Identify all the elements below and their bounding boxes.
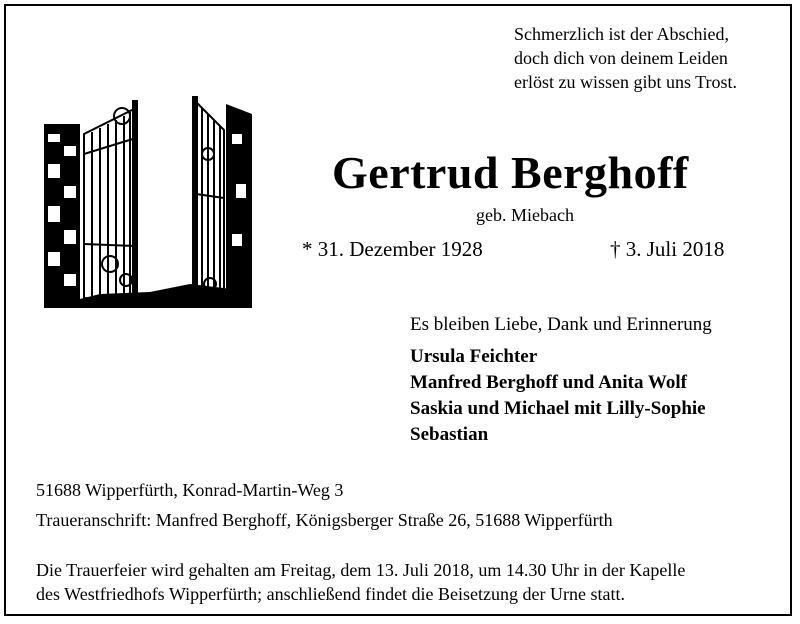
mourner-name: Manfred Berghoff und Anita Wolf	[410, 372, 687, 393]
mourner-name: Ursula Feichter	[410, 346, 538, 367]
death-date: † 3. Juli 2018	[610, 237, 725, 261]
family-address: 51688 Wipperfürth, Konrad-Martin-Weg 3	[36, 480, 344, 500]
mourners-list	[410, 344, 706, 448]
memorial-quote	[514, 22, 784, 94]
condolence-address: Traueranschrift: Manfred Berghoff, Königsberger Straße 26, 51688 Wipperfürth	[36, 510, 613, 530]
open-gate-icon	[40, 94, 252, 310]
maiden-name: geb. Miebach	[476, 205, 574, 225]
service-line: des Westfriedhofs Wipperfürth; anschließend findet die Beisetzung der Urne statt.	[36, 584, 625, 604]
mourner-name: Sebastian	[410, 424, 489, 445]
mourner-name: Saskia und Michael mit Lilly-Sophie	[410, 398, 706, 419]
deceased-name: Gertrud Berghoff	[332, 147, 689, 198]
obituary-notice	[4, 4, 792, 616]
funeral-service-info	[36, 558, 786, 606]
quote-line: erlöst zu wissen gibt uns Trost.	[514, 72, 738, 92]
quote-line: doch dich von deinem Leiden	[514, 48, 728, 68]
service-line: Die Trauerfeier wird gehalten am Freitag, dem 13. Juli 2018, um 14.30 Uhr in der Kapelle	[36, 560, 686, 580]
birth-date: * 31. Dezember 1928	[302, 237, 483, 261]
remembrance-line: Es bleiben Liebe, Dank und Erinnerung	[410, 314, 712, 335]
quote-line: Schmerzlich ist der Abschied,	[514, 24, 729, 44]
